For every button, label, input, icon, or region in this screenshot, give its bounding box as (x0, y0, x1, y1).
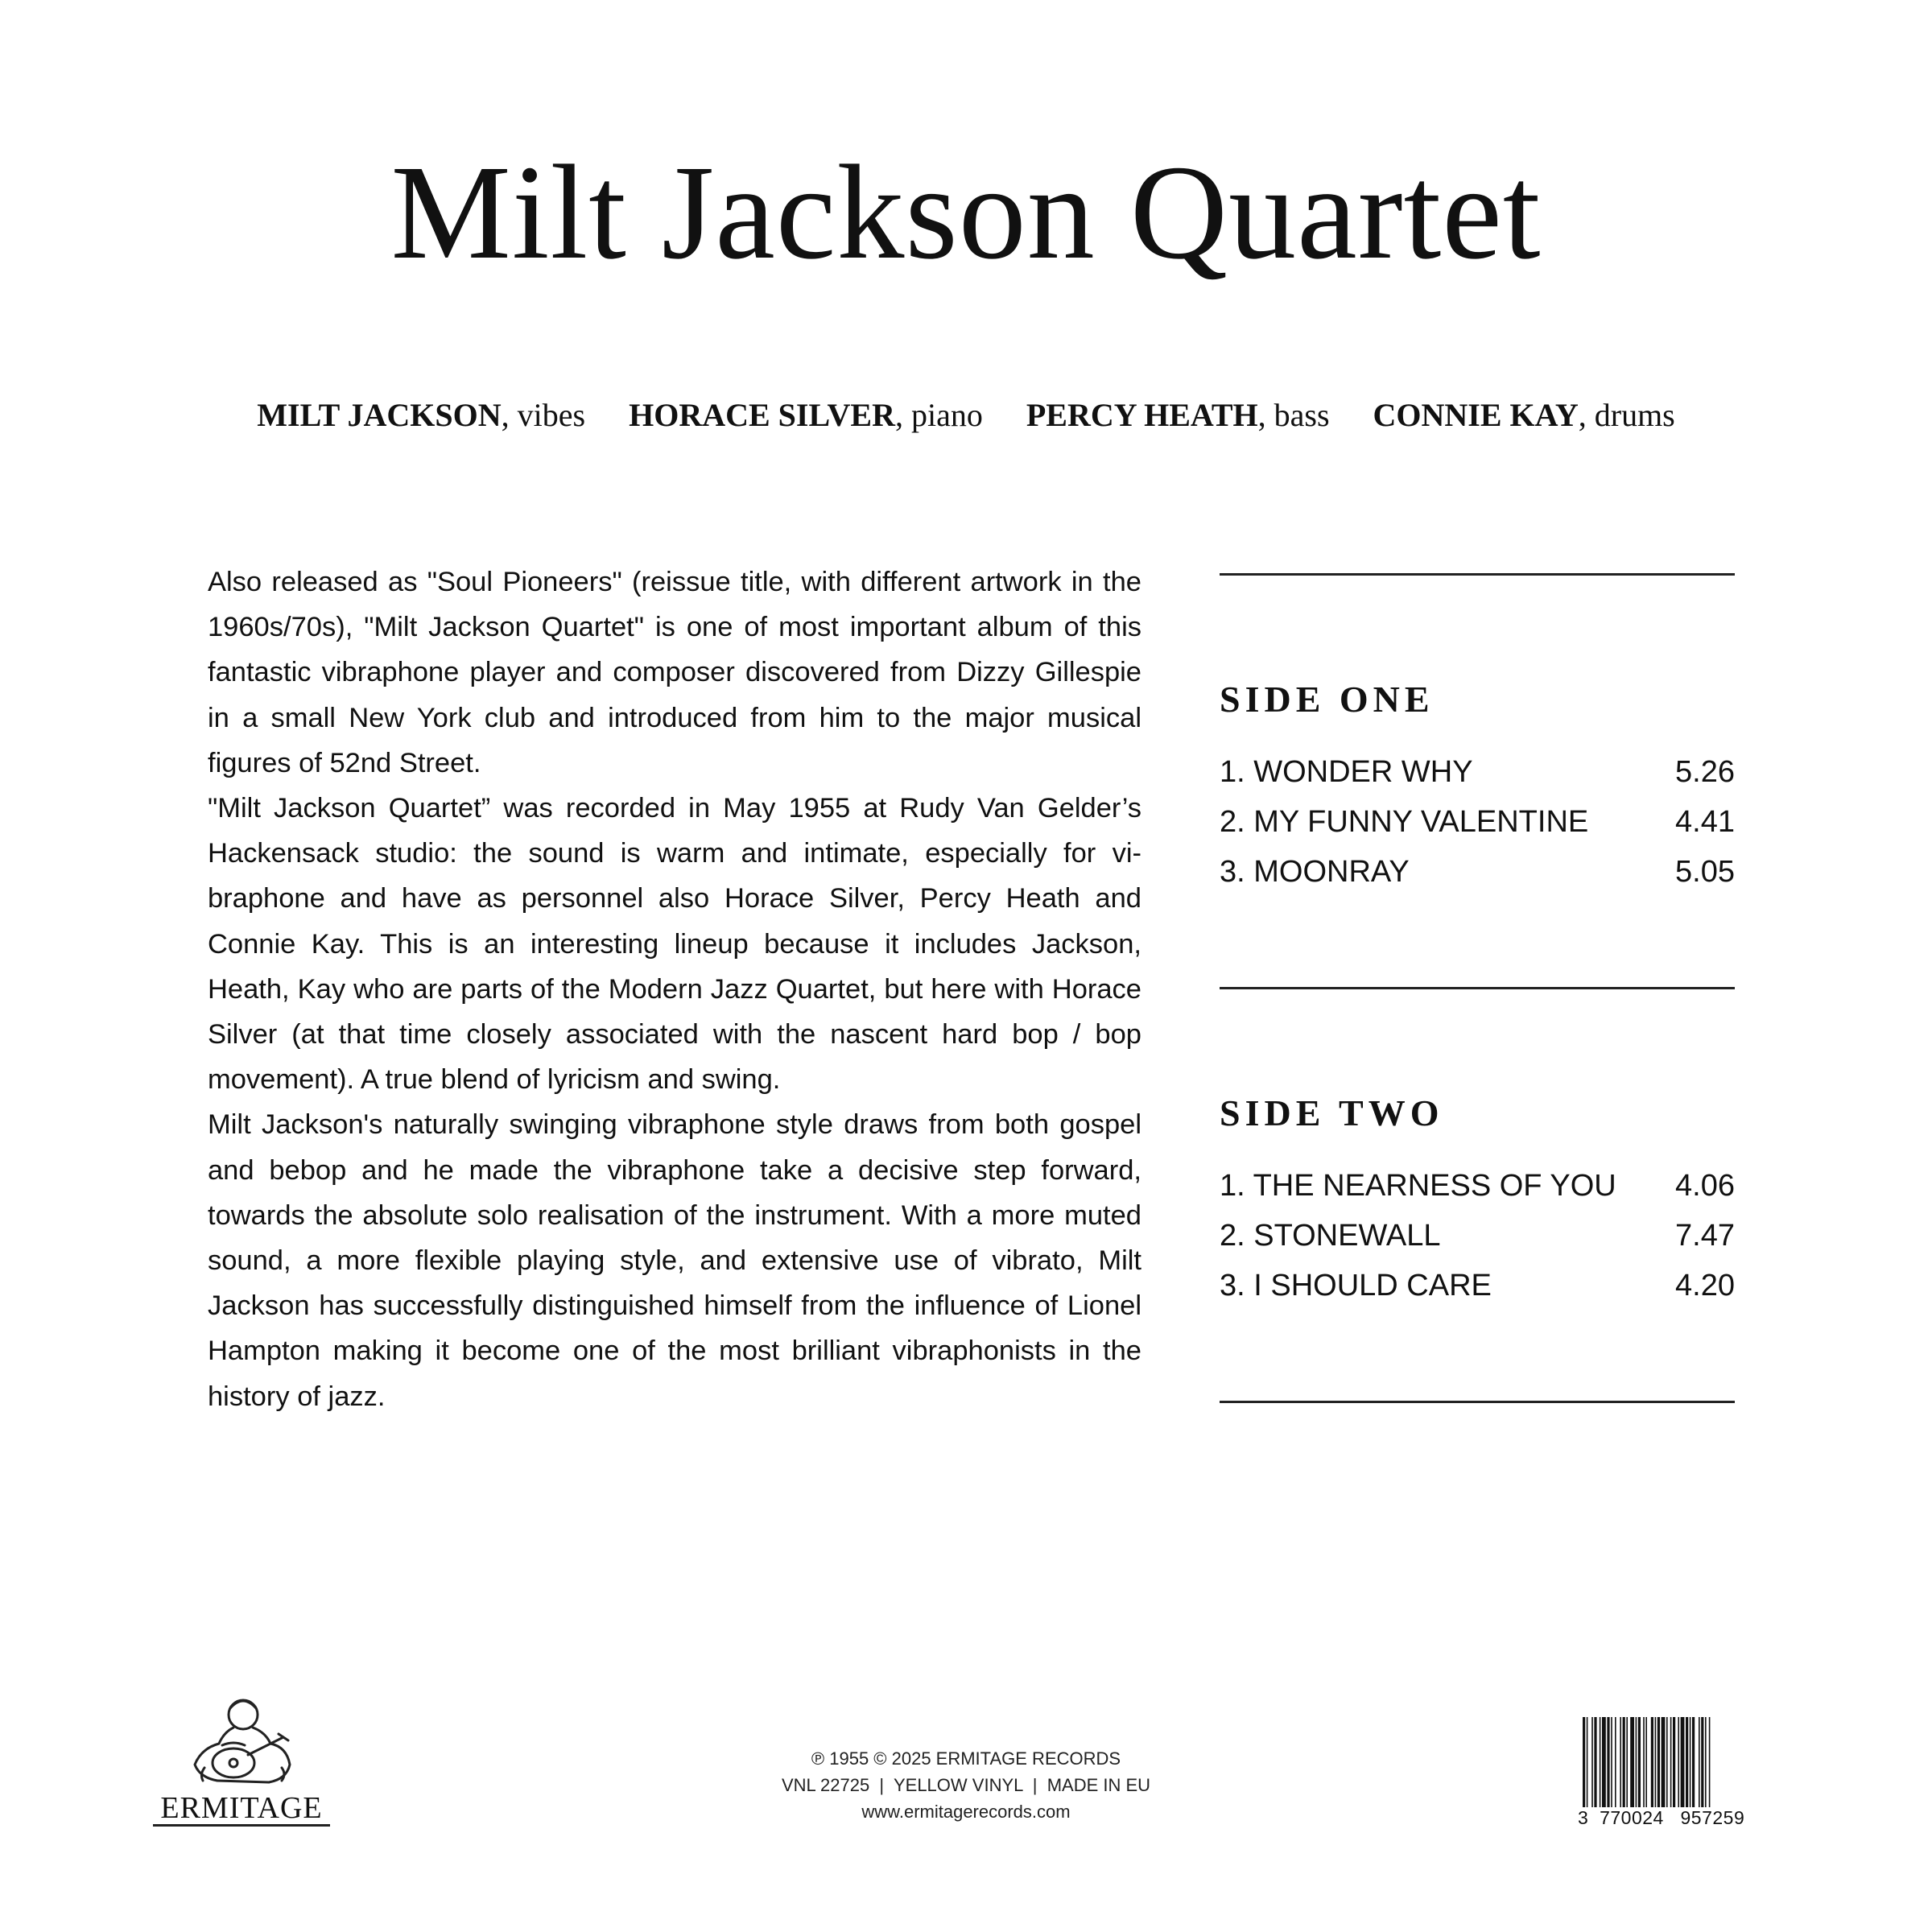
track-title: 2. MY FUNNY VALENTINE (1220, 805, 1589, 839)
divider (1220, 1401, 1735, 1403)
barcode-bar (1611, 1717, 1612, 1812)
member-name: CONNIE KAY (1373, 397, 1579, 433)
barcode-bar (1594, 1717, 1596, 1812)
barcode-bar (1643, 1717, 1645, 1812)
track-row (1220, 1161, 1735, 1211)
barcode-bar (1651, 1717, 1653, 1812)
member-instrument: , bass (1257, 397, 1330, 433)
member-name: HORACE SILVER (629, 397, 895, 433)
track-row (1220, 1211, 1735, 1261)
barcode-bar (1645, 1717, 1647, 1812)
member-name: MILT JACKSON (257, 397, 502, 433)
barcode-bar (1600, 1717, 1601, 1812)
album-title: Milt Jackson Quartet (390, 138, 1542, 287)
track-title: 3. I SHOULD CARE (1220, 1269, 1492, 1302)
liner-notes-paragraph: Milt Jackson's naturally swinging vibraphone style draws from both gospel and bebop and he made the vibraphone take a decisive step forward, towards the absolute solo realisation of the instrument. With a more muted sound, a more flexible playing style, and extensive use of vibrato, Milt Jackson has successfully distinguished himself from the influence of Lionel Hampton making it become one of the most brilliant vibraphonists in the history of jazz. (208, 1109, 1141, 1412)
track-row (1220, 1261, 1735, 1311)
barcode-bar (1670, 1717, 1672, 1812)
barcode-bar (1678, 1717, 1679, 1812)
barcode-bar (1607, 1717, 1609, 1812)
liner-notes-paragraph: "Milt Jackson Quartet” was recorded in May 1955 at Rudy Van Gelder’s Hackensack studio: the sound is warm and intimate, especially for vibraphone and have as personnel also Horace Silver, Percy Heath and Connie Kay. This is an interesting lineup because it includes Jackson, Heath, Kay who are parts of the Modern Jazz Quartet, but here with Horace Silver (at that time closely associated with the nascent hard bop / bop movement). A true blend of lyricism and swing. (208, 793, 1141, 1096)
barcode-bar (1602, 1717, 1606, 1812)
barcode-bar (1583, 1717, 1585, 1812)
barcode-bar (1709, 1717, 1711, 1812)
member-instrument: , piano (894, 397, 983, 433)
liner-notes (208, 559, 1141, 1419)
barcode-bar (1620, 1717, 1621, 1812)
divider (1220, 573, 1735, 576)
barcode-bar (1686, 1717, 1688, 1812)
divider (1220, 987, 1735, 989)
barcode-bar (1623, 1717, 1625, 1812)
barcode-number: 3 770024 957259 (1578, 1807, 1787, 1829)
track-title: 3. MOONRAY (1220, 855, 1410, 889)
track-duration: 4.20 (1675, 1269, 1735, 1302)
catalog-line: VNL 22725 | YELLOW VINYL | MADE IN EU (781, 1775, 1151, 1795)
barcode-bar (1692, 1717, 1695, 1812)
member-name: PERCY HEATH (1026, 397, 1258, 433)
website-link: www.ermitagerecords.com (861, 1802, 1071, 1822)
barcode-bar (1673, 1717, 1675, 1812)
barcode-bar (1626, 1717, 1628, 1812)
track-title: 1. WONDER WHY (1220, 755, 1473, 789)
barcode-bar (1666, 1717, 1668, 1812)
track-duration: 7.47 (1675, 1219, 1735, 1253)
barcode-bar (1690, 1717, 1691, 1812)
personnel-member (257, 397, 585, 433)
side-one-heading: SIDE ONE (1220, 679, 1435, 720)
copyright-line: ℗ 1955 © 2025 ERMITAGE RECORDS (811, 1748, 1121, 1769)
track-row (1220, 847, 1735, 897)
track-duration: 4.06 (1675, 1169, 1735, 1203)
tracklist (1220, 0, 1735, 1932)
barcode (1578, 1717, 1787, 1838)
barcode-bar (1615, 1717, 1616, 1812)
track-duration: 5.05 (1675, 855, 1735, 889)
barcode-bar (1657, 1717, 1660, 1812)
barcode-bar (1655, 1717, 1657, 1812)
side-one-tracks (1220, 747, 1735, 897)
barcode-bar (1587, 1717, 1588, 1812)
barcode-bar (1701, 1717, 1703, 1812)
liner-notes-paragraph: Also released as "Soul Pioneers" (reissue title, with different artwork in the 1960s/70s), "Milt Jackson Quartet" is one of most important album of this fantastic vibraphone player and composer discovered from Dizzy Gillespie in a small New York club and introduced from him to the major musical figures of 52nd Street. (208, 567, 1141, 778)
track-title: 1. THE NEARNESS OF YOU (1220, 1169, 1616, 1203)
track-title: 2. STONEWALL (1220, 1219, 1441, 1253)
track-row (1220, 797, 1735, 847)
barcode-bars (1578, 1717, 1787, 1814)
member-instrument: , drums (1578, 397, 1675, 433)
track-row (1220, 747, 1735, 797)
logo-wordmark: ERMITAGE (153, 1792, 330, 1827)
side-two-tracks (1220, 1161, 1735, 1311)
barcode-bar (1591, 1717, 1593, 1812)
track-duration: 4.41 (1675, 805, 1735, 839)
barcode-bar (1681, 1717, 1685, 1812)
barcode-bar (1630, 1717, 1634, 1812)
track-duration: 5.26 (1675, 755, 1735, 789)
side-two-heading: SIDE TWO (1220, 1092, 1444, 1133)
barcode-bar (1636, 1717, 1637, 1812)
barcode-bar (1638, 1717, 1641, 1812)
barcode-bar (1705, 1717, 1707, 1812)
barcode-bar (1662, 1717, 1666, 1812)
personnel-member (629, 397, 983, 433)
member-instrument: , vibes (501, 397, 586, 433)
barcode-bar (1699, 1717, 1700, 1812)
